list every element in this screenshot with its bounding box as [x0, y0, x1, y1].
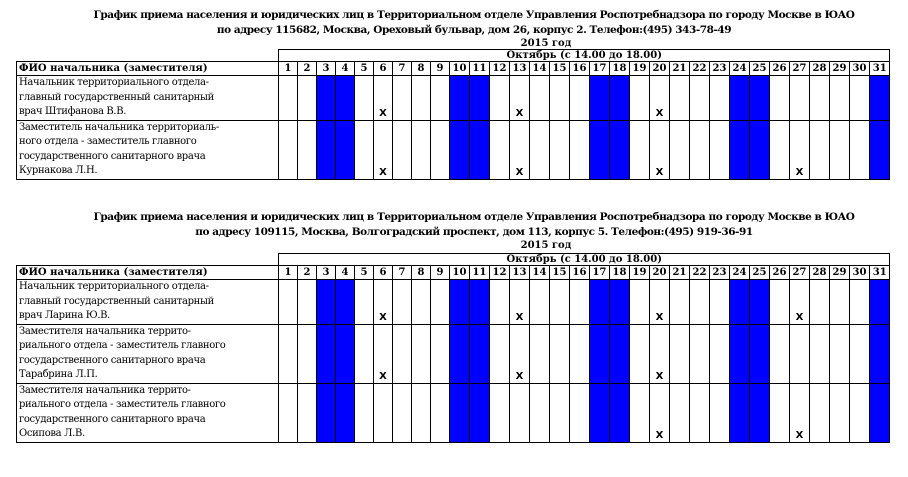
day-cell: [670, 76, 690, 121]
day-header: 6: [374, 266, 393, 280]
day-header: 29: [830, 62, 850, 76]
official-name-line: Начальник территориального отдела-: [19, 77, 209, 88]
day-header: 22: [690, 62, 710, 76]
day-header: 11: [470, 266, 490, 280]
day-header: 5: [355, 266, 374, 280]
day-off-cell: [317, 383, 336, 442]
day-off-cell: [870, 120, 890, 179]
schedule-address: по адресу 109115, Москва, Волгоградский проспект, дом 113, корпус 5. Телефон:(495) 919-36-91: [195, 226, 753, 238]
day-header: 31: [870, 266, 890, 280]
day-cell: [770, 383, 790, 442]
day-header: 24: [730, 62, 750, 76]
official-name-line: риального отдела - заместитель главного: [19, 340, 226, 351]
day-cell: [393, 120, 412, 179]
day-cell: [510, 76, 530, 121]
day-cell: [550, 383, 570, 442]
day-header: 26: [770, 62, 790, 76]
day-header: 7: [393, 62, 412, 76]
reception-mark: X: [655, 311, 664, 323]
day-cell: [510, 120, 530, 179]
day-cell: [298, 76, 317, 121]
official-name: [17, 280, 279, 325]
day-cell: [279, 324, 298, 383]
day-off-cell: [450, 383, 470, 442]
day-cell: [670, 120, 690, 179]
day-cell: [279, 76, 298, 121]
day-cell: [393, 76, 412, 121]
day-header: 13: [510, 266, 530, 280]
day-header: 25: [750, 62, 770, 76]
day-cell: [710, 383, 730, 442]
day-off-cell: [450, 324, 470, 383]
day-cell: [830, 280, 850, 325]
day-cell: [431, 120, 450, 179]
day-cell: [570, 120, 590, 179]
day-cell: [279, 383, 298, 442]
day-cell: [530, 120, 550, 179]
day-header: 9: [431, 266, 450, 280]
day-cell: [298, 383, 317, 442]
day-header: 12: [490, 266, 510, 280]
day-cell: [830, 324, 850, 383]
day-off-cell: [730, 76, 750, 121]
day-cell: [355, 120, 374, 179]
day-off-cell: [470, 383, 490, 442]
reception-mark: X: [655, 166, 664, 178]
day-cell: [490, 120, 510, 179]
day-header: 3: [317, 266, 336, 280]
schedule-block-1: [0, 8, 908, 178]
day-cell: [670, 383, 690, 442]
official-name-line: врач Штифанова В.В.: [19, 106, 127, 117]
day-cell: [570, 76, 590, 121]
day-header: 14: [530, 62, 550, 76]
day-cell: [298, 324, 317, 383]
day-header: 24: [730, 266, 750, 280]
day-off-cell: [610, 280, 630, 325]
day-off-cell: [730, 280, 750, 325]
day-header: 27: [790, 266, 810, 280]
day-cell: [650, 280, 670, 325]
day-cell: [355, 383, 374, 442]
schedule-table: [16, 253, 890, 443]
day-cell: [850, 76, 870, 121]
day-cell: [355, 76, 374, 121]
day-header: 11: [470, 62, 490, 76]
day-header: 22: [690, 266, 710, 280]
day-header: 1: [279, 62, 298, 76]
day-cell: [690, 76, 710, 121]
day-cell: [650, 120, 670, 179]
day-header: 15: [550, 62, 570, 76]
day-cell: [510, 324, 530, 383]
official-name-line: главный государственный санитарный: [19, 91, 214, 103]
day-cell: [850, 280, 870, 325]
table-row: [17, 120, 890, 179]
day-cell: [710, 280, 730, 325]
official-name-line: Начальник территориального отдела-: [19, 281, 209, 292]
day-cell: [570, 280, 590, 325]
day-cell: [550, 280, 570, 325]
day-header: 12: [490, 62, 510, 76]
day-header: 14: [530, 266, 550, 280]
day-header: 17: [590, 62, 610, 76]
day-cell: [510, 383, 530, 442]
day-cell: [279, 120, 298, 179]
day-header: 3: [317, 62, 336, 76]
reception-mark: X: [795, 311, 804, 323]
day-header: 30: [850, 62, 870, 76]
day-cell: [810, 383, 830, 442]
official-name: [17, 120, 279, 179]
day-header: 26: [770, 266, 790, 280]
day-cell: [374, 120, 393, 179]
day-header: 1: [279, 266, 298, 280]
day-header: 30: [850, 266, 870, 280]
day-off-cell: [336, 324, 355, 383]
day-cell: [710, 324, 730, 383]
reception-mark: X: [379, 370, 387, 382]
day-off-cell: [470, 120, 490, 179]
day-cell: [650, 76, 670, 121]
day-cell: [550, 120, 570, 179]
day-cell: [810, 280, 830, 325]
day-cell: [630, 383, 650, 442]
day-cell: [490, 280, 510, 325]
day-off-cell: [750, 76, 770, 121]
day-off-cell: [317, 280, 336, 325]
day-cell: [630, 324, 650, 383]
day-cell: [650, 324, 670, 383]
day-off-cell: [336, 76, 355, 121]
day-header: 23: [710, 62, 730, 76]
day-header: 28: [810, 266, 830, 280]
schedule-title: График приема населения и юридических лиц в Территориальном отделе Управления Роспотребнадзора по городу Москве в ЮАО: [93, 211, 855, 223]
day-cell: [298, 280, 317, 325]
day-cell: [374, 280, 393, 325]
day-cell: [770, 120, 790, 179]
schedule-address: по адресу 115682, Москва, Ореховый бульвар, дом 26, корпус 2. Телефон:(495) 343-78-49: [216, 24, 732, 36]
day-cell: [850, 324, 870, 383]
day-header: 21: [670, 62, 690, 76]
table-row: [17, 383, 890, 442]
day-off-cell: [590, 324, 610, 383]
day-header: 23: [710, 266, 730, 280]
day-header: 2: [298, 266, 317, 280]
day-cell: [690, 120, 710, 179]
day-cell: [810, 120, 830, 179]
reception-mark: X: [655, 107, 664, 119]
official-name-line: государственного санитарного врача: [19, 354, 206, 366]
day-header: 25: [750, 266, 770, 280]
official-name: [17, 76, 279, 121]
day-header: 17: [590, 266, 610, 280]
month-header: Октябрь (с 14.00 до 18.00): [279, 254, 890, 266]
day-cell: [790, 280, 810, 325]
header-spacer: [17, 254, 279, 266]
day-cell: [374, 76, 393, 121]
schedule-year: 2015 год: [520, 240, 572, 251]
official-name-line: Заместителя начальника террито-: [19, 325, 191, 337]
day-off-cell: [450, 280, 470, 325]
day-off-cell: [590, 76, 610, 121]
day-off-cell: [730, 383, 750, 442]
day-off-cell: [317, 120, 336, 179]
day-off-cell: [590, 120, 610, 179]
day-off-cell: [470, 280, 490, 325]
day-cell: [770, 324, 790, 383]
official-name: [17, 383, 279, 442]
day-cell: [431, 324, 450, 383]
day-cell: [374, 383, 393, 442]
name-column-header: ФИО начальника (заместителя): [17, 266, 279, 280]
reception-mark: X: [379, 166, 387, 178]
day-header: 28: [810, 62, 830, 76]
day-off-cell: [750, 383, 770, 442]
day-cell: [670, 280, 690, 325]
day-cell: [690, 280, 710, 325]
day-cell: [790, 383, 810, 442]
day-cell: [850, 383, 870, 442]
day-header: 15: [550, 266, 570, 280]
day-cell: [770, 280, 790, 325]
day-off-cell: [450, 120, 470, 179]
reception-mark: X: [515, 370, 524, 382]
day-header: 21: [670, 266, 690, 280]
day-cell: [412, 76, 431, 121]
day-cell: [550, 324, 570, 383]
official-name-line: Осипова Л.В.: [19, 428, 85, 439]
reception-mark: X: [655, 429, 664, 441]
day-off-cell: [870, 383, 890, 442]
day-cell: [830, 383, 850, 442]
day-off-cell: [610, 324, 630, 383]
day-cell: [810, 324, 830, 383]
day-cell: [530, 324, 550, 383]
day-header: 7: [393, 266, 412, 280]
day-header: 16: [570, 266, 590, 280]
reception-mark: X: [795, 429, 804, 441]
reception-mark: X: [795, 166, 804, 178]
day-off-cell: [610, 120, 630, 179]
day-cell: [431, 383, 450, 442]
official-name-line: ного отдела - заместитель главного: [19, 136, 197, 147]
day-off-cell: [730, 324, 750, 383]
day-cell: [374, 324, 393, 383]
day-cell: [298, 120, 317, 179]
table-row: [17, 324, 890, 383]
day-cell: [530, 280, 550, 325]
day-cell: [490, 76, 510, 121]
day-cell: [355, 280, 374, 325]
day-header: 4: [336, 62, 355, 76]
day-cell: [630, 280, 650, 325]
day-cell: [570, 324, 590, 383]
day-off-cell: [450, 76, 470, 121]
day-cell: [530, 383, 550, 442]
name-column-header: ФИО начальника (заместителя): [17, 62, 279, 76]
day-off-cell: [317, 76, 336, 121]
day-header: 5: [355, 62, 374, 76]
official-name-line: риального отдела - заместитель главного: [19, 399, 226, 410]
day-cell: [490, 324, 510, 383]
official-name-line: Тарабрина Л.П.: [19, 369, 98, 380]
day-cell: [570, 383, 590, 442]
day-off-cell: [870, 324, 890, 383]
reception-mark: X: [379, 311, 387, 323]
official-name-line: государственного санитарного врача: [19, 150, 206, 162]
day-cell: [790, 324, 810, 383]
day-cell: [550, 76, 570, 121]
official-name-line: Заместитель начальника территориаль-: [19, 121, 219, 133]
schedule-table: [16, 49, 890, 180]
reception-mark: X: [515, 107, 524, 119]
day-cell: [412, 280, 431, 325]
official-name-line: Курнакова Л.Н.: [19, 165, 98, 176]
day-header: 10: [450, 266, 470, 280]
official-name-line: Заместителя начальника террито-: [19, 384, 191, 396]
day-cell: [830, 120, 850, 179]
day-header: 19: [630, 266, 650, 280]
day-cell: [790, 76, 810, 121]
day-cell: [393, 280, 412, 325]
day-cell: [279, 280, 298, 325]
day-header: 6: [374, 62, 393, 76]
day-off-cell: [470, 324, 490, 383]
day-off-cell: [750, 280, 770, 325]
day-cell: [355, 324, 374, 383]
official-name-line: главный государственный санитарный: [19, 295, 214, 307]
day-off-cell: [336, 120, 355, 179]
day-off-cell: [730, 120, 750, 179]
day-header: 10: [450, 62, 470, 76]
day-cell: [790, 120, 810, 179]
day-cell: [710, 120, 730, 179]
day-cell: [490, 383, 510, 442]
day-header: 13: [510, 62, 530, 76]
day-off-cell: [750, 120, 770, 179]
day-cell: [510, 280, 530, 325]
day-cell: [530, 76, 550, 121]
day-header: 19: [630, 62, 650, 76]
day-off-cell: [317, 324, 336, 383]
day-cell: [690, 324, 710, 383]
reception-mark: X: [379, 107, 387, 119]
day-off-cell: [590, 280, 610, 325]
reception-mark: X: [515, 166, 524, 178]
day-cell: [810, 76, 830, 121]
day-cell: [850, 120, 870, 179]
day-cell: [412, 383, 431, 442]
day-cell: [431, 76, 450, 121]
day-cell: [710, 76, 730, 121]
day-header: 4: [336, 266, 355, 280]
schedule-year: 2015 год: [520, 38, 572, 49]
reception-mark: X: [515, 311, 524, 323]
day-cell: [412, 120, 431, 179]
table-row: [17, 280, 890, 325]
day-off-cell: [610, 76, 630, 121]
day-header: 29: [830, 266, 850, 280]
day-header: 18: [610, 266, 630, 280]
day-header: 2: [298, 62, 317, 76]
day-off-cell: [870, 280, 890, 325]
day-header: 18: [610, 62, 630, 76]
table-row: [17, 76, 890, 121]
day-header: 9: [431, 62, 450, 76]
header-spacer: [17, 50, 279, 62]
day-cell: [431, 280, 450, 325]
day-off-cell: [870, 76, 890, 121]
day-cell: [630, 120, 650, 179]
schedule-block-2: [0, 210, 908, 441]
day-cell: [412, 324, 431, 383]
day-off-cell: [750, 324, 770, 383]
day-off-cell: [610, 383, 630, 442]
day-header: 27: [790, 62, 810, 76]
day-off-cell: [336, 383, 355, 442]
day-header: 20: [650, 266, 670, 280]
day-cell: [670, 324, 690, 383]
day-cell: [393, 324, 412, 383]
day-cell: [650, 383, 670, 442]
day-header: 8: [412, 62, 431, 76]
day-off-cell: [590, 383, 610, 442]
day-off-cell: [336, 280, 355, 325]
day-cell: [830, 76, 850, 121]
official-name-line: государственного санитарного врача: [19, 413, 206, 425]
schedule-title: График приема населения и юридических лиц в Территориальном отделе Управления Роспотребнадзора по городу Москве в ЮАО: [93, 9, 855, 21]
official-name: [17, 324, 279, 383]
day-header: 8: [412, 266, 431, 280]
day-header: 16: [570, 62, 590, 76]
day-off-cell: [470, 76, 490, 121]
day-header: 31: [870, 62, 890, 76]
day-cell: [630, 76, 650, 121]
day-cell: [690, 383, 710, 442]
month-header: Октябрь (с 14.00 до 18.00): [279, 50, 890, 62]
official-name-line: врач Ларина Ю.В.: [19, 310, 111, 321]
day-header: 20: [650, 62, 670, 76]
day-cell: [393, 383, 412, 442]
day-cell: [770, 76, 790, 121]
reception-mark: X: [655, 370, 664, 382]
